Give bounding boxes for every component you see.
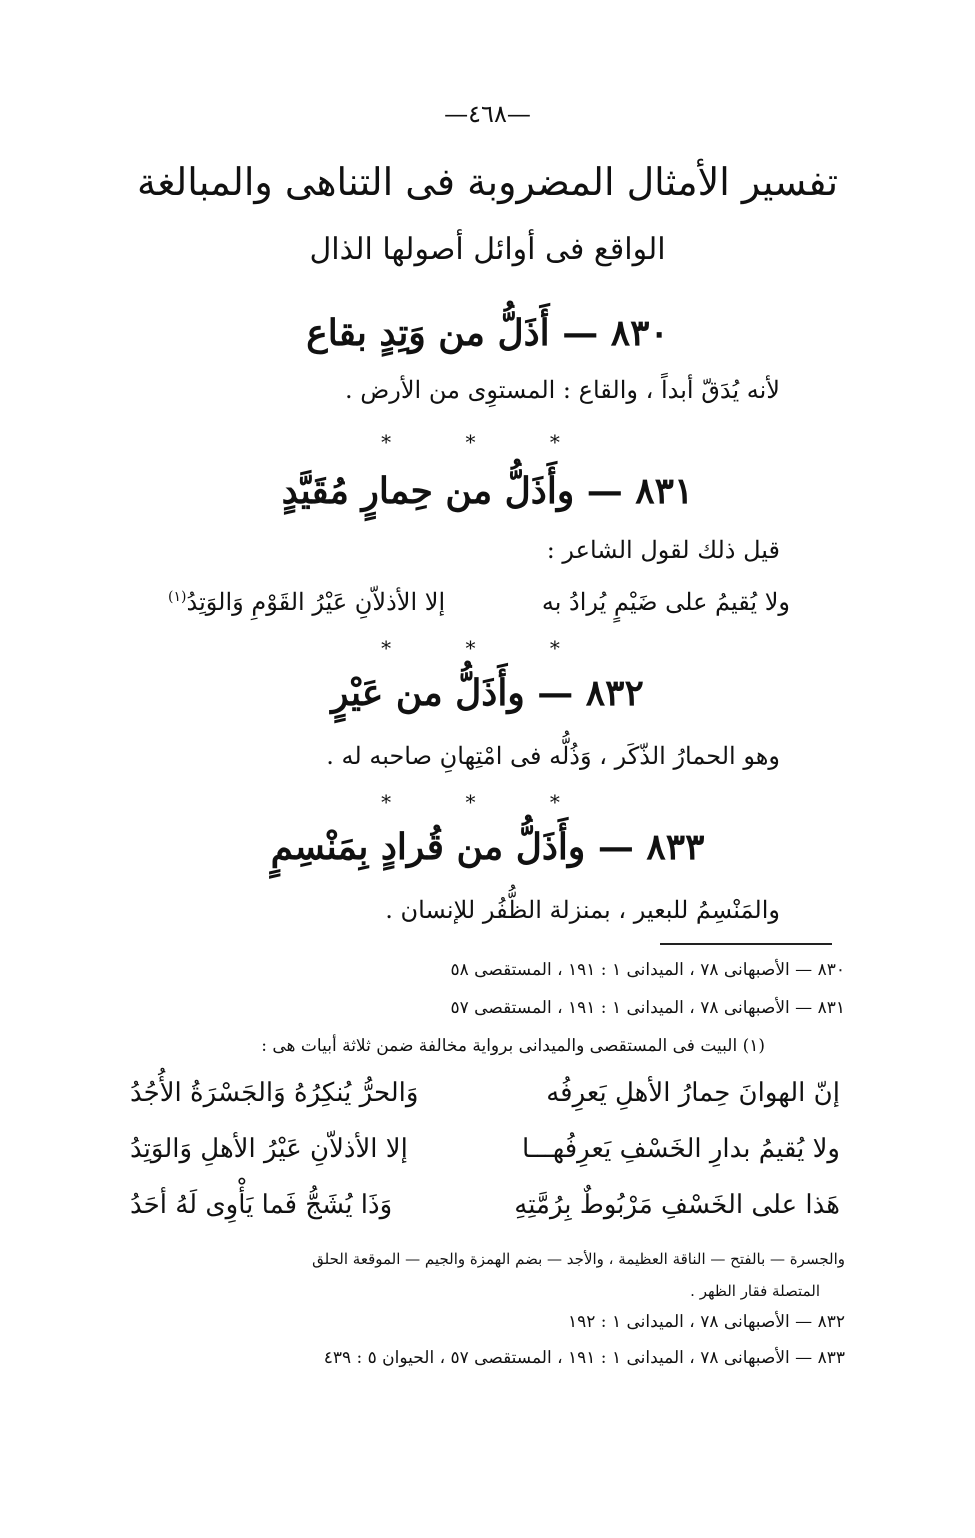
note-833: ٨٣٣ — الأصبهانى ٧٨ ، الميدانى ١ : ١٩١ ، المستقصى ٥٧ ، الحيوان ٥ : ٤٣٩ xyxy=(323,1348,845,1368)
poem-hemistich: إلا الأذلاّنِ عَيْرُ الأهلِ وَالوَتِدُ xyxy=(130,1134,408,1164)
footnote-1: (١) البيت فى المستقصى والميدانى برواية مخالفة ضمن ثلاثة أبيات هى : xyxy=(261,1036,765,1056)
verse-first-hemistich: ولا يُقيمُ على ضَيْمٍ يُرادُ به xyxy=(541,588,790,616)
gloss-line-1: والجسرة — بالفتح — الناقة العظيمة ، والأجد — بضم الهمزة والجيم — الموقعة الحلق xyxy=(312,1250,845,1268)
entry-833-body: والمَنْسِمُ للبعير ، بمنزلة الظُّفُر للإنسان . xyxy=(385,896,780,924)
entry-title: — أَذَلُّ من وَتِدٍ بقاع xyxy=(306,312,599,354)
entry-title: — وأَذَلُّ من عَيْرٍ xyxy=(331,672,574,714)
poem-hemistich: وَذَا يُشَجُّ فَما يَأْوِى لَهُ أحَدُ xyxy=(130,1190,393,1220)
poem-hemistich: هَذا على الخَسْفِ مَرْبُوطٌ بِرُمَّتِهِ xyxy=(514,1190,840,1220)
section-separator: * * * xyxy=(381,790,594,814)
entry-number: ٨٣١ xyxy=(635,470,694,512)
poem-hemistich: ولا يُقيمُ بدارِ الخَسْفِ يَعرِفُهـــا xyxy=(522,1134,840,1164)
entry-832-body: وهو الحمارُ الذّكَر ، وَذُلُّه فى امْتِهانِ صاحبه له . xyxy=(326,742,780,770)
gloss-line-2: المتصلة فقار الظهر . xyxy=(690,1282,820,1300)
note-831: ٨٣١ — الأصبهانى ٧٨ ، الميدانى ١ : ١٩١ ، المستقصى ٥٧ xyxy=(450,998,845,1018)
entry-title: — وأَذَلُّ من قُرادٍ بِمَنْسِمٍ xyxy=(270,826,634,868)
chapter-subtitle: الواقع فى أوائل أصولها الذال xyxy=(309,232,666,267)
poem-line xyxy=(130,1078,840,1108)
entry-number: ٨٣٠ xyxy=(610,312,669,354)
verse-second-hemistich xyxy=(168,588,445,616)
section-separator: * * * xyxy=(381,636,594,660)
poem-line xyxy=(130,1190,840,1220)
entry-number: ٨٣٣ xyxy=(646,826,705,868)
page-number: —٤٦٨— xyxy=(444,100,531,128)
note-830: ٨٣٠ — الأصبهانى ٧٨ ، الميدانى ١ : ١٩١ ، المستقصى ٥٨ xyxy=(450,960,845,980)
verse-second-text: إلا الأذلاّنِ عَيْرُ القَوْمِ وَالوَتِدُ xyxy=(186,588,446,616)
chapter-title: تفسير الأمثال المضروبة فى التناهى والمبالغة xyxy=(136,160,839,204)
entry-number: ٨٣٢ xyxy=(585,672,644,714)
entry-832-heading xyxy=(0,672,975,714)
poem-hemistich: إنّ الهوانَ حِمارُ الأهلِ يَعرِفُه xyxy=(546,1078,840,1108)
entry-830-body: لأنه يُدَقّ أبداً ، والقاع : المستوِى من الأرض . xyxy=(345,376,780,404)
entry-title: — وأَذَلُّ من حِمارٍ مُقَيَّدٍ xyxy=(281,470,623,512)
entry-830-heading xyxy=(0,312,975,354)
entry-831-body: قيل ذلك لقول الشاعر : xyxy=(546,536,780,564)
footnote-divider xyxy=(660,943,832,945)
entry-833-heading xyxy=(0,826,975,868)
poem-line xyxy=(130,1134,840,1164)
note-832: ٨٣٢ — الأصبهانى ٧٨ ، الميدانى ١ : ١٩٢ xyxy=(568,1312,845,1332)
entry-831-heading xyxy=(0,470,975,512)
section-separator: * * * xyxy=(381,430,594,454)
poem-hemistich: وَالحرُّ يُنكِرُهُ وَالجَسْرَةُ الأُجُدُ xyxy=(130,1078,419,1108)
footnote-marker: (١) xyxy=(168,589,187,605)
